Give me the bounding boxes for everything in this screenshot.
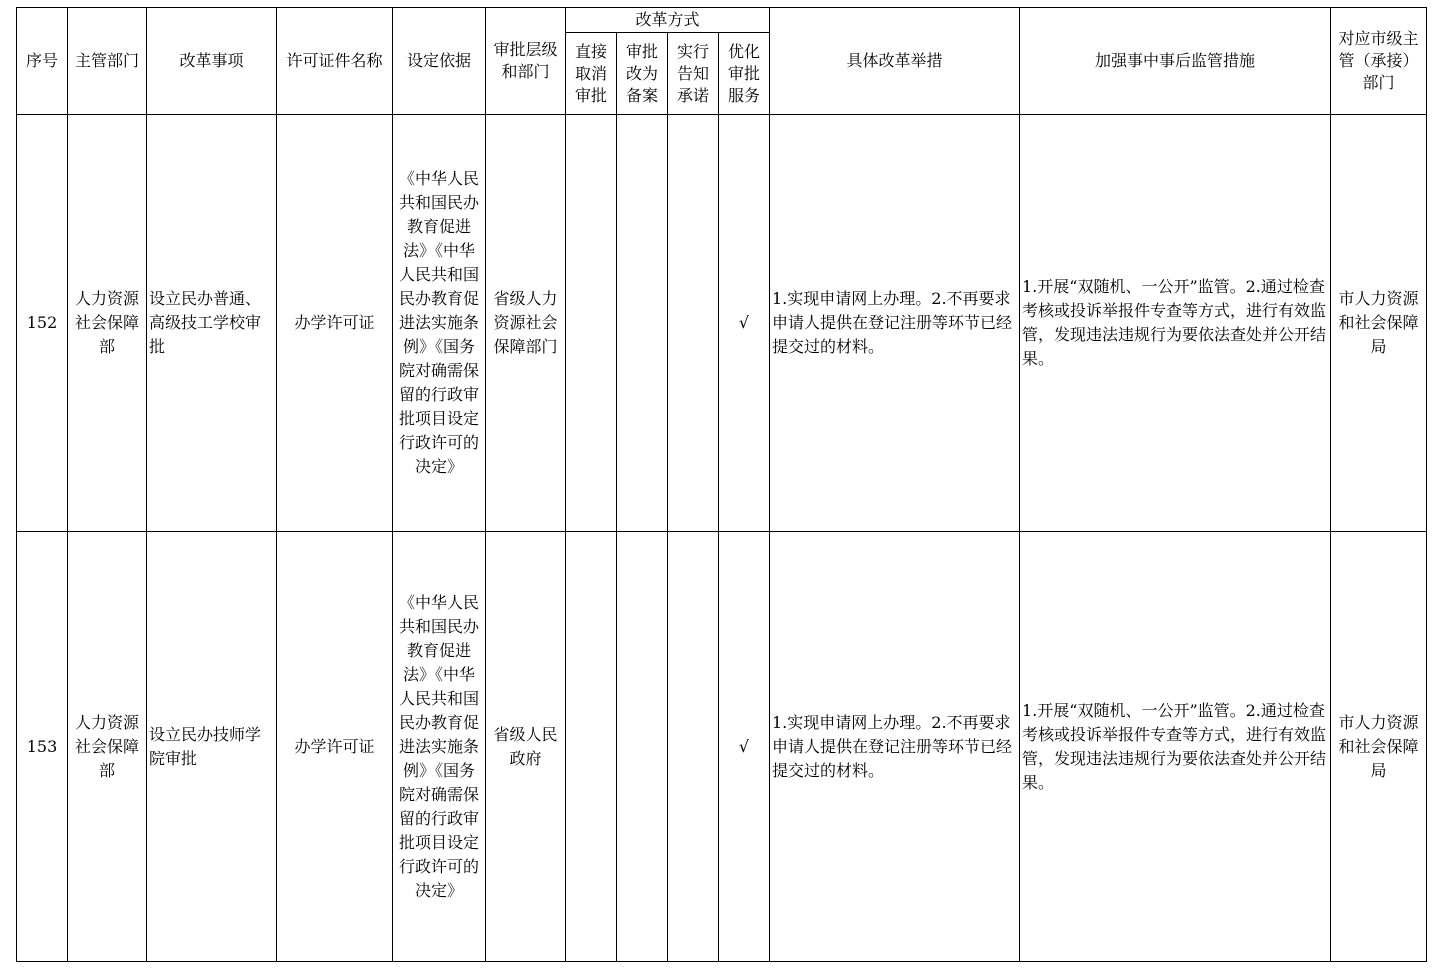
header-method-cancel: 直接取消审批 xyxy=(566,33,617,115)
header-measures: 具体改革举措 xyxy=(770,8,1020,115)
cell-method-notify xyxy=(668,115,719,532)
header-method: 改革方式 xyxy=(566,8,770,33)
cell-city-dept: 市人力资源和社会保障局 xyxy=(1331,532,1427,962)
header-method-optimize: 优化审批服务 xyxy=(719,33,770,115)
cell-level: 省级人民政府 xyxy=(486,532,566,962)
table-row xyxy=(17,532,1427,962)
header-item: 改革事项 xyxy=(147,8,277,115)
cell-supervision: 1.开展“双随机、一公开”监管。2.通过检查考核或投诉举报件专查等方式，进行有效监管，发现违法违规行为要依法查处并公开结果。 xyxy=(1020,115,1331,532)
header-supervision: 加强事中事后监管措施 xyxy=(1020,8,1331,115)
header-license: 许可证件名称 xyxy=(277,8,393,115)
header-method-notify: 实行告知承诺 xyxy=(668,33,719,115)
cell-level: 省级人力资源社会保障部门 xyxy=(486,115,566,532)
header-dept: 主管部门 xyxy=(68,8,147,115)
header-basis: 设定依据 xyxy=(393,8,486,115)
header-seq: 序号 xyxy=(17,8,68,115)
header-method-record: 审批改为备案 xyxy=(617,33,668,115)
header-level: 审批层级和部门 xyxy=(486,8,566,115)
cell-seq: 153 xyxy=(17,532,68,962)
reform-table xyxy=(16,7,1427,962)
cell-basis: 《中华人民共和国民办教育促进法》《中华人民共和国民办教育促进法实施条例》《国务院对确需保留的行政审批项目设定行政许可的决定》 xyxy=(393,532,486,962)
cell-method-cancel xyxy=(566,115,617,532)
cell-license: 办学许可证 xyxy=(277,115,393,532)
cell-city-dept: 市人力资源和社会保障局 xyxy=(1331,115,1427,532)
cell-method-optimize: √ xyxy=(719,532,770,962)
cell-method-cancel xyxy=(566,532,617,962)
cell-seq: 152 xyxy=(17,115,68,532)
cell-method-record xyxy=(617,532,668,962)
cell-method-optimize: √ xyxy=(719,115,770,532)
table-row xyxy=(17,115,1427,532)
cell-dept: 人力资源社会保障部 xyxy=(68,115,147,532)
cell-item: 设立民办普通、高级技工学校审批 xyxy=(147,115,277,532)
cell-measures: 1.实现申请网上办理。2.不再要求申请人提供在登记注册等环节已经提交过的材料。 xyxy=(770,532,1020,962)
cell-measures: 1.实现申请网上办理。2.不再要求申请人提供在登记注册等环节已经提交过的材料。 xyxy=(770,115,1020,532)
cell-supervision: 1.开展“双随机、一公开”监管。2.通过检查考核或投诉举报件专查等方式，进行有效监管，发现违法违规行为要依法查处并公开结果。 xyxy=(1020,532,1331,962)
cell-item: 设立民办技师学院审批 xyxy=(147,532,277,962)
cell-method-record xyxy=(617,115,668,532)
cell-license: 办学许可证 xyxy=(277,532,393,962)
header-city-dept: 对应市级主管（承接）部门 xyxy=(1331,8,1427,115)
cell-dept: 人力资源社会保障部 xyxy=(68,532,147,962)
cell-method-notify xyxy=(668,532,719,962)
cell-basis: 《中华人民共和国民办教育促进法》《中华人民共和国民办教育促进法实施条例》《国务院对确需保留的行政审批项目设定行政许可的决定》 xyxy=(393,115,486,532)
